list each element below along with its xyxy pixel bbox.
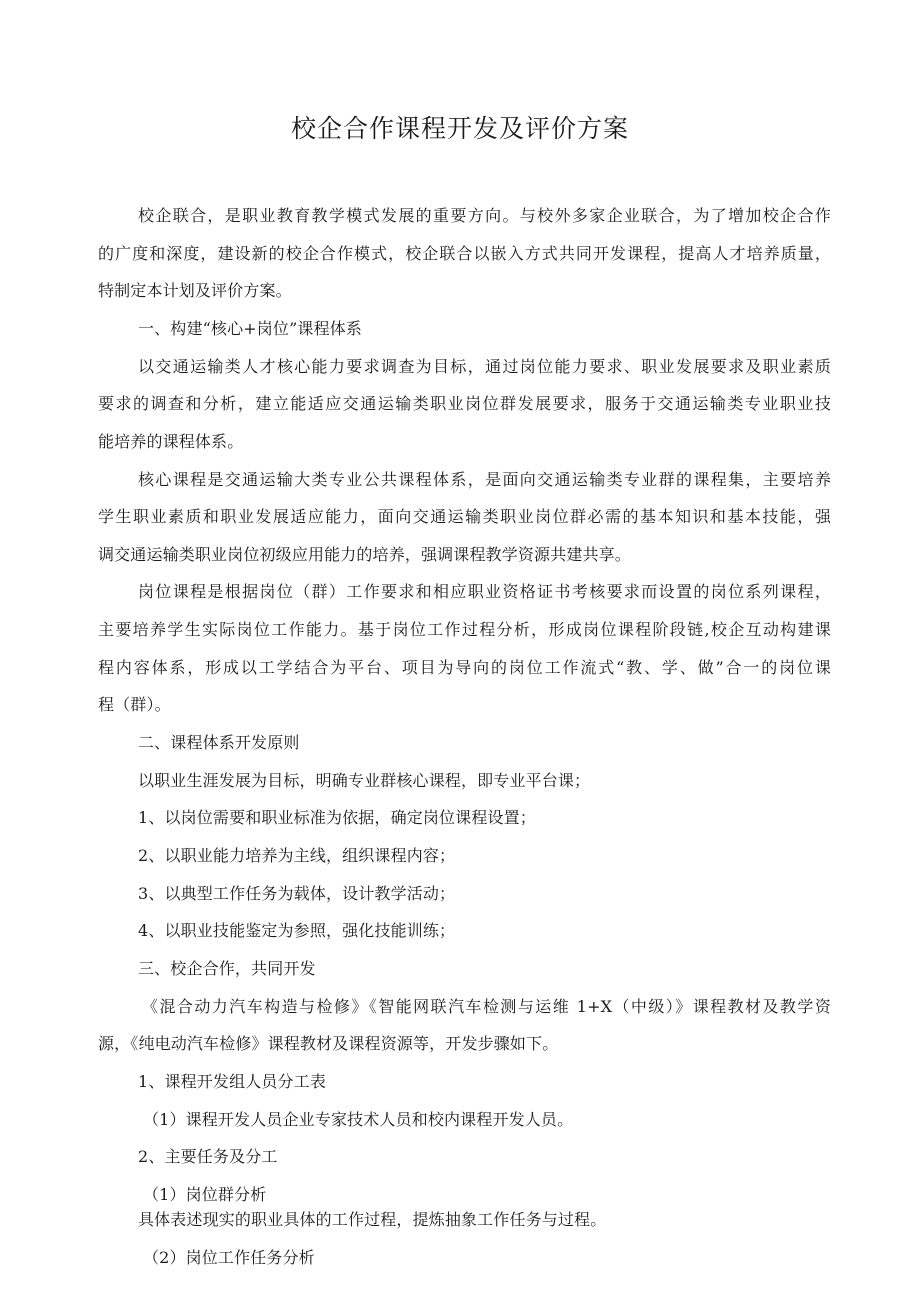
section-heading: 一、构建“核心+岗位”课程体系 — [138, 319, 363, 338]
paragraph-line: 以职业生涯发展为目标，明确专业群核心课程，即专业平台课； — [138, 771, 591, 790]
paragraph-line: 核心课程是交通运输大类专业公共课程体系，是面向交通运输类专业群的课程集，主要培养 — [138, 470, 831, 489]
paragraph-line: 要求的调查和分析，建立能适应交通运输类职业岗位群发展要求，服务于交通运输类专业职业技 — [98, 394, 831, 413]
paragraph-line: 校企联合，是职业教育教学模式发展的重要方向。与校外多家企业联合，为了增加校企合作 — [138, 206, 831, 225]
subsection-item: （1）课程开发人员企业专家技术人员和校内课程开发人员。 — [143, 1110, 574, 1129]
subsection-heading: 2、主要任务及分工 — [138, 1147, 278, 1166]
paragraph-line: 源，《纯电动汽车检修》课程教材及课程资源等，开发步骤如下。 — [98, 1034, 559, 1053]
paragraph-line: 特制定本计划及评价方案。 — [98, 281, 292, 300]
subsection-heading: 1、课程开发组人员分工表 — [138, 1072, 326, 1091]
paragraph-line: 岗位课程是根据岗位（群）工作要求和相应职业资格证书考核要求而设置的岗位系列课程， — [138, 582, 831, 601]
paragraph-line: 能培养的课程体系。 — [98, 432, 244, 451]
list-item: 2、以职业能力培养为主线，组织课程内容； — [138, 846, 456, 865]
paragraph-line: 具体表述现实的职业具体的工作过程，提炼抽象工作任务与过程。 — [138, 1210, 607, 1229]
paragraph-line: 程内容体系，形成以工学结合为平台、项目为导向的岗位工作流式“教、学、做”合一的岗位课 — [98, 658, 831, 677]
paragraph-line: 学生职业素质和职业发展适应能力，面向交通运输类职业岗位群必需的基本知识和基本技能，强 — [98, 507, 831, 526]
subsection-item: （2）岗位工作任务分析 — [143, 1248, 315, 1267]
paragraph-line: 的广度和深度，建设新的校企合作模式，校企联合以嵌入方式共同开发课程，提高人才培养质量， — [98, 244, 831, 263]
paragraph-line: 以交通运输类人才核心能力要求调查为目标，通过岗位能力要求、职业发展要求及职业素质 — [138, 357, 831, 376]
list-item: 1、以岗位需要和职业标准为依据，确定岗位课程设置； — [138, 808, 536, 827]
section-heading: 三、校企合作，共同开发 — [138, 959, 316, 978]
list-item: 3、以典型工作任务为载体，设计教学活动； — [138, 884, 456, 903]
paragraph-line: 《混合动力汽车构造与检修》《智能网联汽车检测与运维 1+X（中级）》课程教材及教学资 — [142, 997, 831, 1016]
paragraph-line: 主要培养学生实际岗位工作能力。基于岗位工作过程分析，形成岗位课程阶段链,校企互动构建课 — [98, 620, 831, 639]
paragraph-line: 程（群）。 — [98, 695, 171, 714]
paragraph-line: 调交通运输类职业岗位初级应用能力的培养，强调课程教学资源共建共享。 — [98, 545, 631, 564]
subsection-item: （1）岗位群分析 — [143, 1185, 267, 1204]
list-item: 4、以职业技能鉴定为参照，强化技能训练； — [138, 921, 456, 940]
document-title: 校企合作课程开发及评价方案 — [290, 114, 629, 143]
section-heading: 二、课程体系开发原则 — [138, 733, 300, 752]
